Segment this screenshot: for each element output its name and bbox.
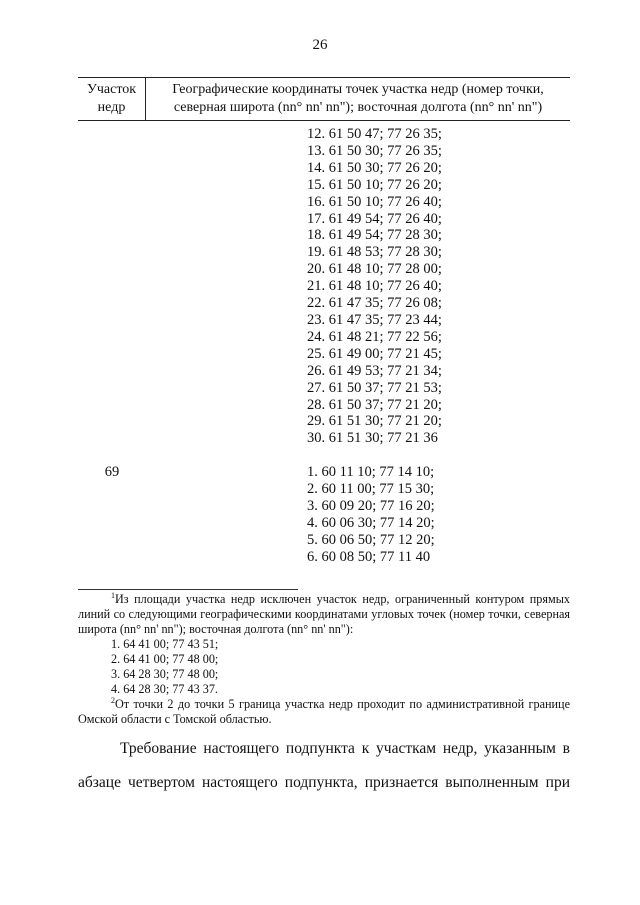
coordinate-row: 2. 60 11 00; 77 15 30;	[307, 480, 435, 497]
footnote-1-mark: 1	[111, 591, 115, 600]
header-coordinates-label: Географические координаты точек участка недр (номер точки, северная широта (nn° nn' nn"); восточная долгота (nn° nn' nn")	[172, 82, 544, 115]
parcel-number: 69	[104, 464, 120, 480]
coordinate-row: 3. 60 09 20; 77 16 20;	[307, 497, 435, 514]
coordinate-row: 4. 60 06 30; 77 14 20;	[307, 514, 435, 531]
coordinate-row: 15. 61 50 10; 77 26 20;	[307, 176, 442, 193]
coordinate-row: 14. 61 50 30; 77 26 20;	[307, 159, 442, 176]
footnote-1-points	[78, 637, 570, 697]
coordinate-row: 20. 61 48 10; 77 28 00;	[307, 261, 442, 278]
coordinate-row: 21. 61 48 10; 77 26 40;	[307, 278, 442, 295]
coordinate-row: 19. 61 48 53; 77 28 30;	[307, 244, 442, 261]
coordinate-row: 27. 61 50 37; 77 21 53;	[307, 379, 442, 396]
header-parcel	[78, 78, 146, 120]
header-parcel-label: Участок недр	[86, 82, 137, 115]
footnote-point: 3. 64 28 30; 77 48 00;	[111, 667, 219, 681]
coordinate-row: 17. 61 49 54; 77 26 40;	[307, 210, 442, 227]
footnote-2-text: От точки 2 до точки 5 граница участка недр проходит по административной границе Омской области с Томской областью.	[78, 697, 570, 726]
coordinate-row: 25. 61 49 00; 77 21 45;	[307, 345, 442, 362]
coordinate-row: 1. 60 11 10; 77 14 10;	[307, 464, 435, 480]
coordinate-row: 26. 61 49 53; 77 21 34;	[307, 362, 442, 379]
footnote-point: 2. 64 41 00; 77 48 00;	[111, 652, 219, 666]
header-coordinates	[146, 78, 570, 120]
footnote-point: 1. 64 41 00; 77 43 51;	[111, 637, 219, 651]
coordinate-row: 13. 61 50 30; 77 26 35;	[307, 142, 442, 159]
footnote-1	[78, 592, 570, 637]
footnotes	[78, 592, 570, 727]
coordinate-row: 5. 60 06 50; 77 12 20;	[307, 531, 435, 548]
coordinate-row: 23. 61 47 35; 77 23 44;	[307, 311, 442, 328]
coordinate-row: 18. 61 49 54; 77 28 30;	[307, 227, 442, 244]
footnote-point: 4. 64 28 30; 77 43 37.	[111, 682, 218, 696]
footnote-separator	[78, 589, 298, 590]
page-number: 26	[312, 37, 328, 53]
coordinate-row: 29. 61 51 30; 77 21 20;	[307, 413, 442, 430]
coordinate-row: 16. 61 50 10; 77 26 40;	[307, 193, 442, 210]
coordinate-list-parcel-69	[307, 464, 435, 565]
table-header	[78, 77, 570, 121]
footnote-2-mark: 2	[111, 696, 115, 705]
coordinate-list-continued	[307, 126, 442, 447]
coordinate-row: 12. 61 50 47; 77 26 35;	[307, 126, 442, 142]
footnote-2	[78, 697, 570, 727]
footnote-1-text: Из площади участка недр исключен участок недр, ограниченный контуром прямых линий со следующими географическими координатами угловых точек (номер точки, северная широта (nn° nn' nn"); восточная долгота (nn° nn' nn"):	[78, 592, 570, 636]
coordinate-row: 22. 61 47 35; 77 26 08;	[307, 295, 442, 312]
coordinate-row: 24. 61 48 21; 77 22 56;	[307, 328, 442, 345]
coordinate-row: 28. 61 50 37; 77 21 20;	[307, 396, 442, 413]
body-paragraph-line-1: Требование настоящего подпункта к участкам недр, указанным в	[120, 740, 570, 757]
body-paragraph-line-2: абзаце четвертом настоящего подпункта, признается выполненным при	[78, 774, 570, 791]
coordinate-row: 30. 61 51 30; 77 21 36	[307, 430, 438, 447]
coordinate-row: 6. 60 08 50; 77 11 40	[307, 548, 431, 565]
